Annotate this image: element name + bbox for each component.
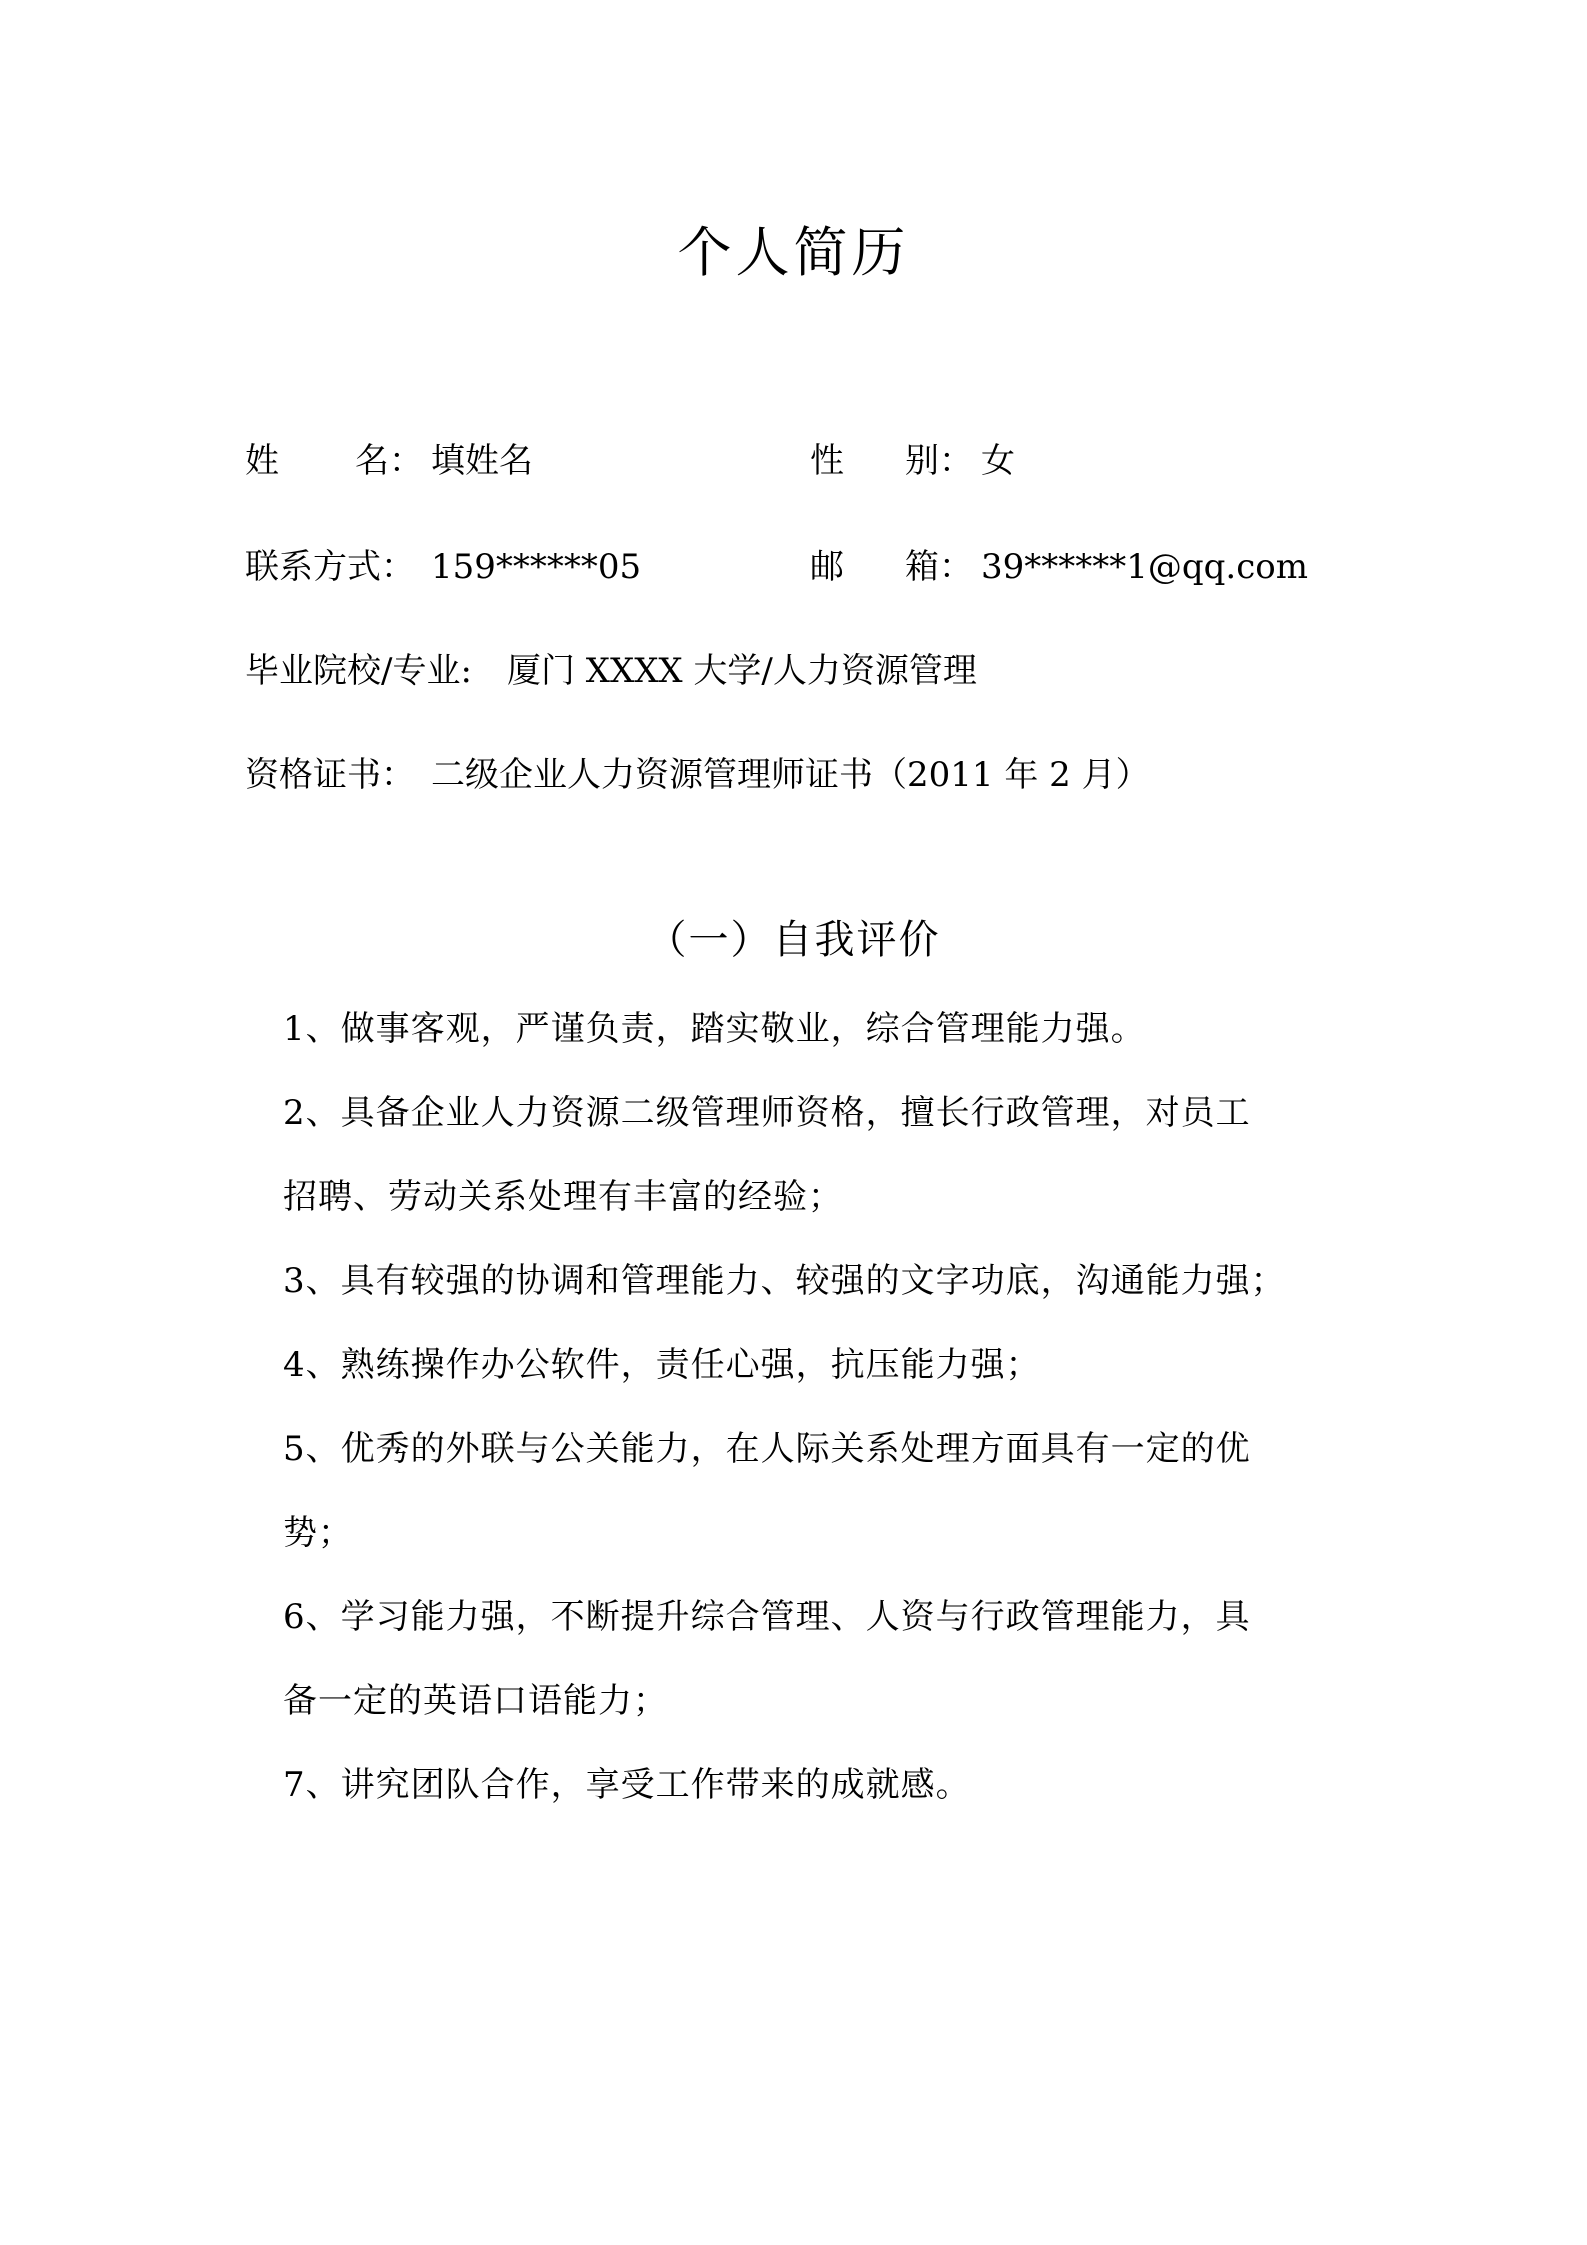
name-label-first: 姓 — [245, 441, 279, 481]
page-title: 个人简历 — [677, 221, 910, 284]
self-evaluation-line: 2、具备企业人力资源二级管理师资格，擅长行政管理，对员工 — [283, 1093, 1251, 1133]
certificate-value: 二级企业人力资源管理师证书（2011 年 2 月） — [431, 755, 1150, 795]
self-evaluation-heading: （一）自我评价 — [646, 917, 941, 963]
self-evaluation-line: 招聘、劳动关系处理有丰富的经验； — [283, 1177, 843, 1217]
self-evaluation-line: 7、讲究团队合作，享受工作带来的成就感。 — [283, 1765, 971, 1805]
name-label-second: 名： — [355, 441, 423, 481]
self-evaluation-line: 1、做事客观，严谨负责，踏实敬业，综合管理能力强。 — [283, 1009, 1146, 1049]
gender-label-second: 别： — [905, 441, 973, 481]
school-label: 毕业院校/专业: — [245, 651, 472, 691]
self-evaluation-line: 6、学习能力强，不断提升综合管理、人资与行政管理能力，具 — [283, 1597, 1251, 1637]
self-evaluation-line: 势； — [283, 1513, 353, 1553]
self-evaluation-line: 5、优秀的外联与公关能力，在人际关系处理方面具有一定的优 — [283, 1429, 1251, 1469]
email-label-second: 箱： — [905, 547, 973, 587]
email-value: 39******1@qq.com — [981, 547, 1308, 587]
name-value: 填姓名 — [431, 441, 533, 481]
phone-label: 联系方式： — [245, 547, 415, 587]
self-evaluation-line: 3、具有较强的协调和管理能力、较强的文字功底，沟通能力强； — [283, 1261, 1286, 1301]
phone-value: 159******05 — [431, 547, 642, 587]
self-evaluation-line: 备一定的英语口语能力； — [283, 1681, 668, 1721]
email-label-first: 邮 — [810, 547, 844, 587]
school-value: 厦门 XXXX 大学/人力资源管理 — [507, 651, 977, 691]
self-evaluation-line: 4、熟练操作办公软件，责任心强，抗压能力强； — [283, 1345, 1041, 1385]
gender-value: 女 — [981, 441, 1015, 481]
gender-label-first: 性 — [810, 441, 844, 481]
certificate-label: 资格证书： — [245, 755, 415, 795]
